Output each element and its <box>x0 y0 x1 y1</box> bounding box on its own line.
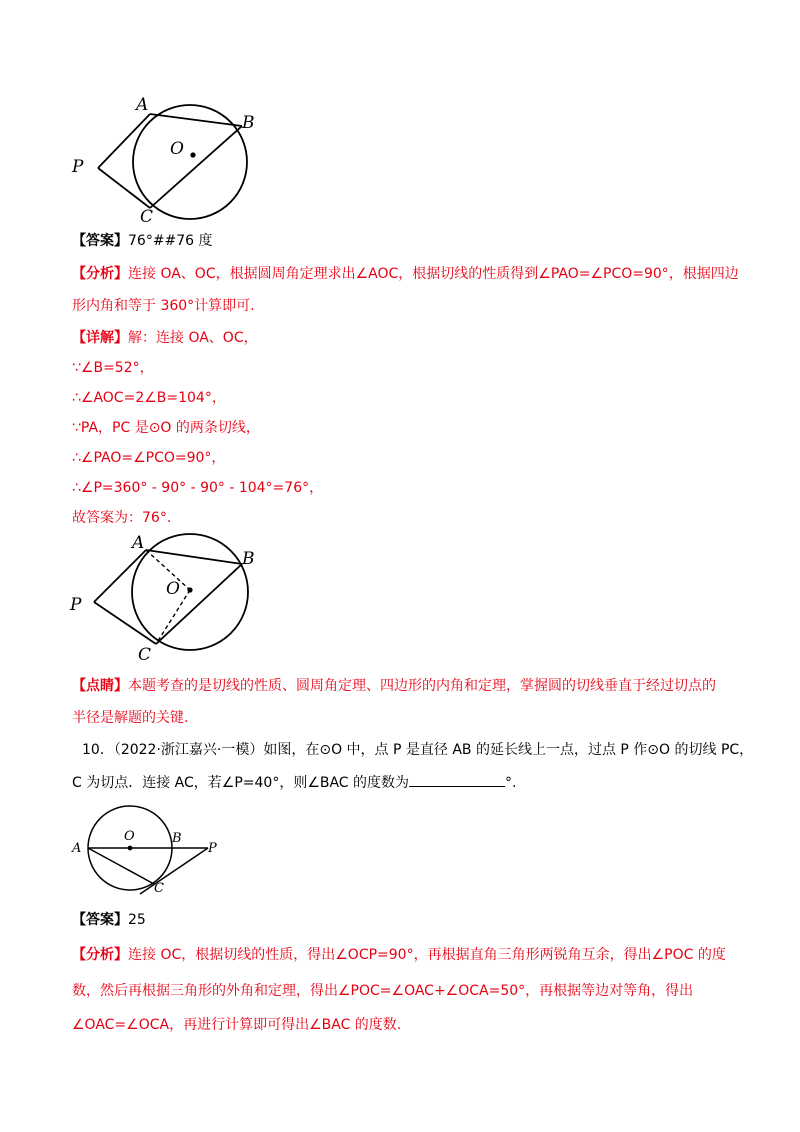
chord-bc <box>156 564 242 644</box>
label-o: O <box>166 579 180 599</box>
answer-value: 25 <box>128 912 146 928</box>
label-a: A <box>136 95 149 115</box>
answer-2 <box>72 910 146 930</box>
label-o: O <box>170 139 184 159</box>
figure-2-diagram <box>60 532 270 667</box>
detail-step: ∴∠P=360° - 90° - 90° - 104°=76°， <box>72 480 324 496</box>
label-c: C <box>154 881 164 896</box>
label-p: P <box>70 595 82 615</box>
answer-tag: 【答案】 <box>72 912 128 928</box>
chord-ab <box>146 550 242 564</box>
figure-3-diagram <box>68 800 238 900</box>
label-a: A <box>72 841 82 856</box>
question-10-line-2: C 为切点．连接 AC，若∠P=40°，则∠BAC 的度数为 °. <box>72 772 517 793</box>
label-p: P <box>72 157 84 177</box>
analysis-1-line-1: 【分析】连接 OA、OC，根据圆周角定理求出∠AOC，根据切线的性质得到∠PAO=∠PCO=90°，根据四边 <box>72 266 739 282</box>
figure-1-diagram <box>60 90 270 230</box>
tangent-pa <box>94 550 146 602</box>
tangent-pa <box>98 114 150 168</box>
label-p: P <box>208 841 217 856</box>
label-o: O <box>124 829 135 844</box>
analysis-2-line-2: 数，然后再根据三角形的外角和定理，得出∠POC=∠OAC+∠OCA=50°，再根据等边对等角，得出 <box>72 983 694 999</box>
label-c: C <box>140 207 154 227</box>
analysis-2-line-1: 【分析】连接 OC，根据切线的性质，得出∠OCP=90°，再根据直角三角形两锐角互余，得出∠POC 的度 <box>72 947 726 963</box>
tangent-pc <box>140 848 208 894</box>
detail-step: ∴∠AOC=2∠B=104°， <box>72 390 226 406</box>
tangent-pc <box>94 602 156 644</box>
chord-bc <box>150 126 242 208</box>
label-a: A <box>132 533 145 553</box>
comment-tag: 【点睛】 <box>72 678 128 694</box>
detail-tag: 【详解】 <box>72 330 128 346</box>
answer-value: 76°##76 度 <box>128 233 213 249</box>
circle-o <box>133 105 247 219</box>
analysis-1-line-2: 形内角和等于 360°计算即可. <box>72 298 255 314</box>
question-10-line-1: 10．（2022·浙江嘉兴·一模）如图，在⊙O 中，点 P 是直径 AB 的延长线上一点，过点 P 作⊙O 的切线 PC， <box>82 742 754 758</box>
analysis-tag: 【分析】 <box>72 266 128 282</box>
detail-step: ∵∠B=52°， <box>72 360 154 376</box>
label-b: B <box>242 549 255 569</box>
chord-ac <box>88 848 154 884</box>
analysis-tag: 【分析】 <box>72 947 128 963</box>
answer-1 <box>72 231 213 251</box>
detail-1-intro: 【详解】解：连接 OA、OC， <box>72 330 258 346</box>
comment-1-line-1: 【点睛】本题考查的是切线的性质、圆周角定理、四边形的内角和定理，掌握圆的切线垂直于经过切点的 <box>72 678 716 694</box>
tangent-pc <box>98 168 150 208</box>
analysis-2-line-3: ∠OAC=∠OCA，再进行计算即可得出∠BAC 的度数. <box>72 1017 402 1033</box>
detail-step: ∴∠PAO=∠PCO=90°， <box>72 450 226 466</box>
detail-step: ∵PA，PC 是⊙O 的两条切线， <box>72 420 260 436</box>
answer-tag: 【答案】 <box>72 233 128 249</box>
label-b: B <box>172 831 182 846</box>
center-dot <box>187 587 192 592</box>
label-c: C <box>138 645 152 665</box>
detail-step: 故答案为：76°. <box>72 510 172 526</box>
comment-1-line-2: 半径是解题的关键. <box>72 710 189 726</box>
center-dot <box>128 846 133 851</box>
center-dot <box>190 152 195 157</box>
label-b: B <box>242 113 255 133</box>
answer-blank[interactable] <box>409 772 505 787</box>
